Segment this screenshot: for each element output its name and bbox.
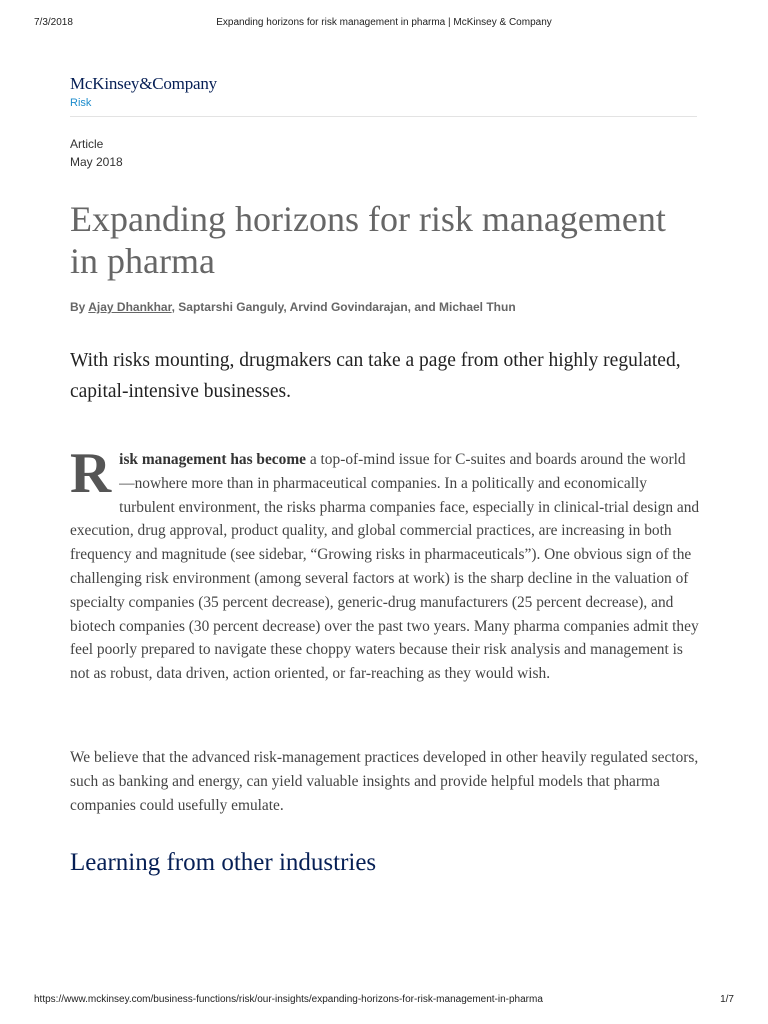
print-page-number: 1/7 [720,994,734,1005]
byline-other-authors: , Saptarshi Ganguly, Arvind Govindarajan, and Michael Thun [171,300,516,314]
print-url: https://www.mckinsey.com/business-functions/risk/our-insights/expanding-horizons-for-risk-management-in-pharma [34,994,543,1005]
section-link-risk[interactable]: Risk [70,97,92,109]
lead-in-bold: isk management has become [119,451,306,468]
section-heading: Learning from other industries [70,849,377,876]
content-type-label: Article [70,137,104,151]
header-divider [70,116,697,117]
print-footer [34,994,734,1005]
body-paragraph-2: We believe that the advanced risk-management practices developed in other heavily regulated sectors, such as banking and energy, can yield valuable insights and provide helpful models that pharma companies could usefully emulate. [70,749,699,814]
author-link-ajay-dhankhar[interactable]: Ajay Dhankhar [88,300,172,314]
article-dek: With risks mounting, drugmakers can take a page from other highly regulated, capital-intensive businesses. [70,350,681,402]
print-date: 7/3/2018 [34,17,73,28]
byline [70,300,516,314]
byline-prefix: By [70,300,89,314]
mckinsey-logo[interactable]: McKinsey&Company [70,74,217,93]
print-page-title: Expanding horizons for risk management in pharma | McKinsey & Company [216,17,552,28]
print-header [34,17,734,28]
paragraph-1-text: a top-of-mind issue for C-suites and boards around the world—nowhere more than in pharmaceutical companies. In a politically and economically turbulent environment, the risks pharma companies face, especially in clinical-trial design and execution, drug approval, product quality, and global commercial practices, are increasing in both frequency and magnitude (see sidebar, “Growing risks in pharmaceuticals”). One obvious sign of the challenging risk environment (among several factors at work) is the sharp decline in the valuation of specialty companies (35 percent decrease), generic-drug manufacturers (25 percent decrease), and biotech companies (30 percent decrease) over the past two years. Many pharma companies admit they feel poorly prepared to navigate these choppy waters because their risk analysis and management is not as robust, data driven, action oriented, or far-reaching as they would wish. [70,451,700,683]
body-paragraph-1 [70,442,700,686]
article-title: Expanding horizons for risk management in pharma [70,199,666,281]
publish-date: May 2018 [70,155,123,169]
drop-cap: R [70,442,112,505]
